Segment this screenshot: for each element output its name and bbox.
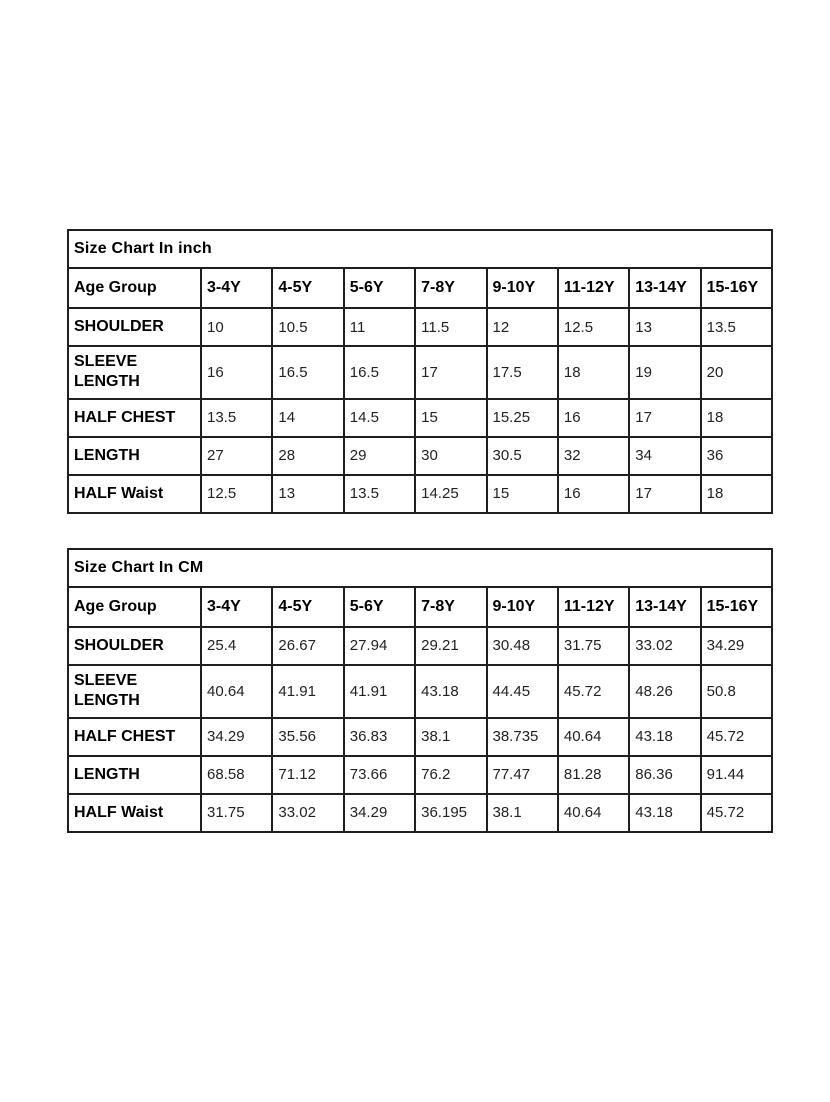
measurement-value: 15.25 xyxy=(487,399,558,437)
measurement-value: 71.12 xyxy=(272,756,343,794)
measurement-value: 16.5 xyxy=(272,346,343,399)
age-column-header: 11-12Y xyxy=(558,268,629,308)
measurement-value: 13 xyxy=(629,308,700,346)
measurement-value: 15 xyxy=(415,399,486,437)
measurement-value: 18 xyxy=(701,475,772,513)
age-column-header: 13-14Y xyxy=(629,587,700,627)
measurement-value: 31.75 xyxy=(201,794,272,832)
measurement-label: HALF CHEST xyxy=(68,399,201,437)
measurement-value: 40.64 xyxy=(558,718,629,756)
table-title-row xyxy=(68,230,772,268)
measurement-value: 13.5 xyxy=(344,475,415,513)
measurement-value: 86.36 xyxy=(629,756,700,794)
measurement-value: 45.72 xyxy=(701,718,772,756)
age-group-header-row xyxy=(68,268,772,308)
age-column-header: 7-8Y xyxy=(415,587,486,627)
measurement-row xyxy=(68,665,772,718)
measurement-label: SLEEVE LENGTH xyxy=(68,346,201,399)
age-column-header: 4-5Y xyxy=(272,268,343,308)
measurement-value: 34.29 xyxy=(344,794,415,832)
measurement-value: 36.83 xyxy=(344,718,415,756)
age-column-header: 15-16Y xyxy=(701,587,772,627)
measurement-value: 12.5 xyxy=(201,475,272,513)
measurement-value: 38.1 xyxy=(487,794,558,832)
measurement-value: 45.72 xyxy=(701,794,772,832)
age-column-header: 13-14Y xyxy=(629,268,700,308)
measurement-value: 19 xyxy=(629,346,700,399)
measurement-value: 36 xyxy=(701,437,772,475)
measurement-value: 38.735 xyxy=(487,718,558,756)
measurement-value: 29 xyxy=(344,437,415,475)
measurement-value: 18 xyxy=(558,346,629,399)
measurement-label: HALF Waist xyxy=(68,794,201,832)
measurement-label: LENGTH xyxy=(68,756,201,794)
measurement-row xyxy=(68,475,772,513)
measurement-value: 41.91 xyxy=(272,665,343,718)
measurement-value: 30 xyxy=(415,437,486,475)
measurement-value: 29.21 xyxy=(415,627,486,665)
measurement-value: 12.5 xyxy=(558,308,629,346)
measurement-value: 10.5 xyxy=(272,308,343,346)
measurement-value: 38.1 xyxy=(415,718,486,756)
measurement-value: 40.64 xyxy=(558,794,629,832)
measurement-value: 26.67 xyxy=(272,627,343,665)
age-column-header: 3-4Y xyxy=(201,587,272,627)
measurement-label: HALF CHEST xyxy=(68,718,201,756)
measurement-value: 73.66 xyxy=(344,756,415,794)
age-column-header: 5-6Y xyxy=(344,587,415,627)
measurement-value: 77.47 xyxy=(487,756,558,794)
age-column-header: 5-6Y xyxy=(344,268,415,308)
measurement-row xyxy=(68,437,772,475)
measurement-value: 17 xyxy=(629,475,700,513)
measurement-value: 76.2 xyxy=(415,756,486,794)
size-chart-inch-table xyxy=(67,229,773,514)
measurement-value: 33.02 xyxy=(629,627,700,665)
measurement-value: 14.25 xyxy=(415,475,486,513)
measurement-value: 68.58 xyxy=(201,756,272,794)
measurement-value: 10 xyxy=(201,308,272,346)
measurement-value: 34.29 xyxy=(201,718,272,756)
age-column-header: 11-12Y xyxy=(558,587,629,627)
measurement-value: 43.18 xyxy=(415,665,486,718)
measurement-row xyxy=(68,756,772,794)
size-chart-cm-table xyxy=(67,548,773,833)
age-column-header: 7-8Y xyxy=(415,268,486,308)
measurement-value: 15 xyxy=(487,475,558,513)
measurement-label: SHOULDER xyxy=(68,627,201,665)
measurement-value: 16 xyxy=(558,475,629,513)
measurement-label: HALF Waist xyxy=(68,475,201,513)
table-title-row xyxy=(68,549,772,587)
measurement-value: 40.64 xyxy=(201,665,272,718)
measurement-value: 13 xyxy=(272,475,343,513)
measurement-value: 13.5 xyxy=(701,308,772,346)
measurement-value: 18 xyxy=(701,399,772,437)
measurement-row xyxy=(68,718,772,756)
measurement-value: 33.02 xyxy=(272,794,343,832)
age-group-header-row xyxy=(68,587,772,627)
measurement-label: LENGTH xyxy=(68,437,201,475)
measurement-value: 36.195 xyxy=(415,794,486,832)
measurement-value: 91.44 xyxy=(701,756,772,794)
measurement-value: 13.5 xyxy=(201,399,272,437)
measurement-value: 27.94 xyxy=(344,627,415,665)
measurement-value: 17.5 xyxy=(487,346,558,399)
measurement-row xyxy=(68,794,772,832)
measurement-value: 31.75 xyxy=(558,627,629,665)
measurement-value: 11.5 xyxy=(415,308,486,346)
age-group-header-label: Age Group xyxy=(68,587,201,627)
measurement-value: 48.26 xyxy=(629,665,700,718)
measurement-value: 16.5 xyxy=(344,346,415,399)
age-column-header: 3-4Y xyxy=(201,268,272,308)
measurement-row xyxy=(68,346,772,399)
measurement-value: 81.28 xyxy=(558,756,629,794)
measurement-label: SHOULDER xyxy=(68,308,201,346)
measurement-value: 30.48 xyxy=(487,627,558,665)
age-column-header: 9-10Y xyxy=(487,587,558,627)
measurement-value: 14 xyxy=(272,399,343,437)
measurement-label: SLEEVE LENGTH xyxy=(68,665,201,718)
measurement-value: 50.8 xyxy=(701,665,772,718)
measurement-value: 16 xyxy=(558,399,629,437)
measurement-value: 11 xyxy=(344,308,415,346)
measurement-value: 34.29 xyxy=(701,627,772,665)
measurement-value: 45.72 xyxy=(558,665,629,718)
table-title: Size Chart In inch xyxy=(68,230,772,268)
measurement-value: 35.56 xyxy=(272,718,343,756)
measurement-value: 17 xyxy=(629,399,700,437)
table-title: Size Chart In CM xyxy=(68,549,772,587)
measurement-row xyxy=(68,627,772,665)
measurement-value: 16 xyxy=(201,346,272,399)
measurement-value: 28 xyxy=(272,437,343,475)
age-column-header: 9-10Y xyxy=(487,268,558,308)
age-group-header-label: Age Group xyxy=(68,268,201,308)
measurement-value: 43.18 xyxy=(629,794,700,832)
measurement-value: 25.4 xyxy=(201,627,272,665)
measurement-value: 12 xyxy=(487,308,558,346)
measurement-value: 27 xyxy=(201,437,272,475)
measurement-value: 43.18 xyxy=(629,718,700,756)
measurement-value: 41.91 xyxy=(344,665,415,718)
measurement-row xyxy=(68,308,772,346)
measurement-row xyxy=(68,399,772,437)
measurement-value: 34 xyxy=(629,437,700,475)
measurement-value: 20 xyxy=(701,346,772,399)
measurement-value: 17 xyxy=(415,346,486,399)
age-column-header: 15-16Y xyxy=(701,268,772,308)
size-charts-container xyxy=(67,229,771,833)
measurement-value: 30.5 xyxy=(487,437,558,475)
measurement-value: 14.5 xyxy=(344,399,415,437)
measurement-value: 32 xyxy=(558,437,629,475)
measurement-value: 44.45 xyxy=(487,665,558,718)
age-column-header: 4-5Y xyxy=(272,587,343,627)
